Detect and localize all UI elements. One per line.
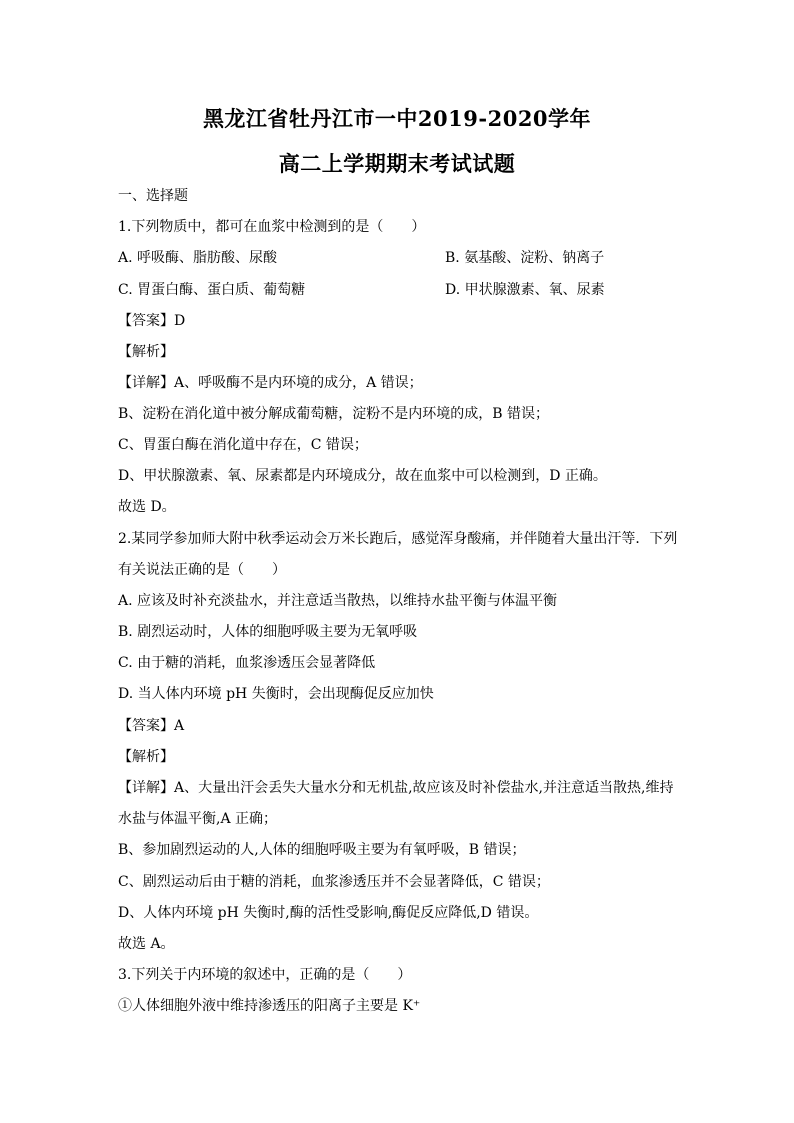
q2-detail-4: D、人体内环境 pH 失衡时,酶的活性受影响,酶促反应降低,D 错误。 — [118, 905, 539, 921]
q1-option-a: A. 呼吸酶、脂肪酸、尿酸 — [118, 250, 278, 266]
q1-detail-1: 【详解】A、呼吸酶不是内环境的成分，A 错误； — [118, 375, 423, 391]
q2-analysis-heading: 【解析】 — [118, 749, 174, 765]
document-title-line2: 高二上学期期末考试试题 — [278, 151, 516, 176]
q3-stem: 3.下列关于内环境的叙述中，正确的是（ ） — [118, 967, 412, 983]
q2-detail-3: C、剧烈运动后由于糖的消耗，血浆渗透压并不会显著降低，C 错误； — [118, 874, 550, 890]
document-title-line1: 黑龙江省牡丹江市一中2019-2020学年 — [202, 106, 592, 131]
q2-detail-2: B、参加剧烈运动的人,人体的细胞呼吸主要为有氧呼吸，B 错误； — [118, 842, 526, 858]
q2-option-a: A. 应该及时补充淡盐水，并注意适当散热，以维持水盐平衡与体温平衡 — [118, 593, 558, 609]
q1-option-c: C. 胃蛋白酶、蛋白质、葡萄糖 — [118, 282, 306, 298]
q2-option-d: D. 当人体内环境 pH 失衡时，会出现酶促反应加快 — [118, 686, 434, 702]
q1-option-b: B. 氨基酸、淀粉、钠离子 — [445, 250, 605, 266]
q1-detail-2: B、淀粉在消化道中被分解成葡萄糖，淀粉不是内环境的成，B 错误； — [118, 406, 550, 422]
q2-option-c: C. 由于糖的消耗，血浆渗透压会显著降低 — [118, 655, 376, 671]
q2-detail-1b: 水盐与体温平衡,A 正确； — [118, 811, 278, 827]
q2-answer: 【答案】A — [118, 718, 185, 734]
section-heading: 一、选择题 — [118, 188, 188, 204]
q2-stem-line2: 有关说法正确的是（ ） — [118, 562, 286, 578]
q1-stem: 1.下列物质中，都可在血浆中检测到的是（ ） — [118, 219, 426, 235]
q1-option-d: D. 甲状腺激素、氧、尿素 — [445, 282, 605, 298]
q1-answer: 【答案】D — [118, 313, 186, 329]
q1-detail-4: D、甲状腺激素、氧、尿素都是内环境成分，故在血浆中可以检测到，D 正确。 — [118, 468, 607, 484]
q1-conclusion: 故选 D。 — [118, 499, 176, 515]
q2-detail-1a: 【详解】A、大量出汗会丢失大量水分和无机盐,故应该及时补偿盐水,并注意适当散热,维持 — [118, 780, 674, 796]
q1-detail-3: C、胃蛋白酶在消化道中存在，C 错误； — [118, 437, 368, 453]
q2-stem-line1: 2.某同学参加师大附中秋季运动会万米长跑后，感觉浑身酸痛，并伴随着大量出汗等．下列 — [118, 531, 678, 547]
q1-analysis-heading: 【解析】 — [118, 344, 174, 360]
q2-option-b: B. 剧烈运动时，人体的细胞呼吸主要为无氧呼吸 — [118, 624, 418, 640]
q2-conclusion: 故选 A。 — [118, 936, 175, 952]
q3-item-1: ①人体细胞外液中维持渗透压的阳离子主要是 K⁺ — [118, 998, 421, 1014]
